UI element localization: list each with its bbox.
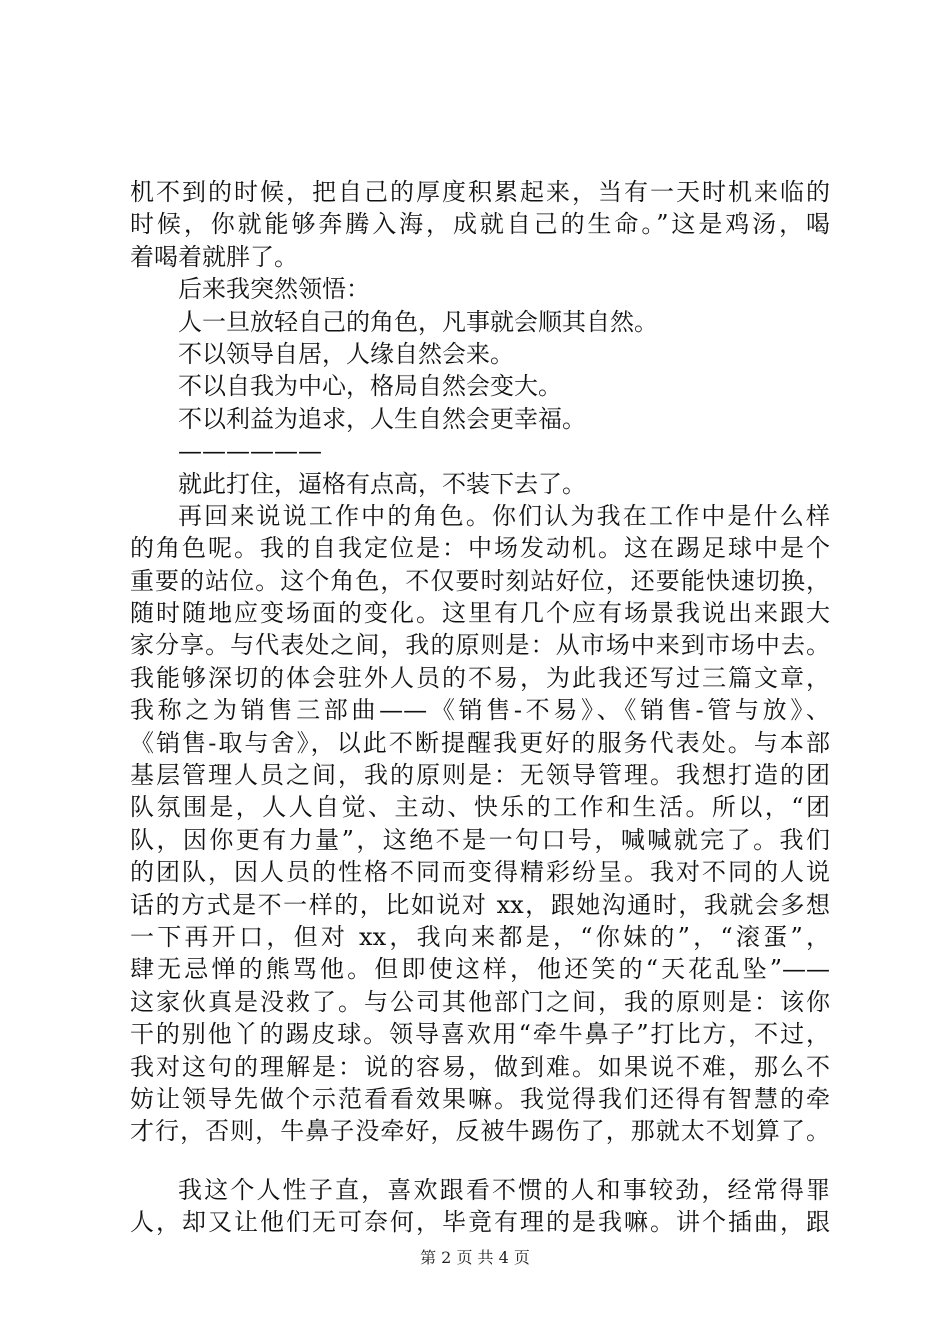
text-line: 话的方式是不一样的，比如说对 xx，跟她沟通时，我就会多想 — [130, 890, 830, 919]
text-line: 人，却又让他们无可奈何，毕竟有理的是我嘛。讲个插曲，跟 — [130, 1208, 830, 1237]
page-footer — [0, 1248, 950, 1268]
text-line: 《销售-取与舍》，以此不断提醒我更好的服务代表处。与本部 — [130, 728, 830, 757]
text-line: 队氛围是，人人自觉、主动、快乐的工作和生活。所以，“团 — [130, 793, 830, 822]
text-line: 着喝着就胖了。 — [130, 242, 298, 271]
text-line: 再回来说说工作中的角色。你们认为我在工作中是什么样 — [178, 501, 830, 530]
text-line: 随时随地应变场面的变化。这里有几个应有场景我说出来跟大 — [130, 599, 830, 628]
text-line: 我这个人性子直，喜欢跟看不惯的人和事较劲，经常得罪 — [178, 1175, 830, 1204]
text-line: 我能够深切的体会驻外人员的不易，为此我还写过三篇文章， — [130, 663, 830, 692]
text-line: 一下再开口，但对 xx，我向来都是，“你妹的”，“滚蛋”， — [130, 922, 830, 951]
text-line: 人一旦放轻自己的角色，凡事就会顺其自然。 — [178, 307, 658, 336]
text-line: 我称之为销售三部曲——《销售-不易》、《销售-管与放》、 — [130, 696, 830, 725]
text-line: 不以自我为中心，格局自然会变大。 — [178, 372, 562, 401]
page-number-label: 第 2 页 共 4 页 — [420, 1248, 530, 1267]
text-line: 干的别他丫的踢皮球。领导喜欢用“牵牛鼻子”打比方，不过， — [130, 1020, 830, 1049]
text-line: 家分享。与代表处之间，我的原则是：从市场中来到市场中去。 — [130, 631, 830, 660]
text-line: 我对这句的理解是：说的容易，做到难。如果说不难，那么不 — [130, 1052, 830, 1081]
text-line: 的角色呢。我的自我定位是：中场发动机。这在踢足球中是个 — [130, 534, 830, 563]
paragraph-gap — [130, 1148, 830, 1174]
text-line: 基层管理人员之间，我的原则是：无领导管理。我想打造的团 — [130, 761, 830, 790]
text-line: 这家伙真是没救了。与公司其他部门之间，我的原则是：该你 — [130, 987, 830, 1016]
text-line: 队，因你更有力量”，这绝不是一句口号，喊喊就完了。我们 — [130, 825, 830, 854]
separator-line: —————— — [178, 437, 322, 466]
text-line: 就此打住，逼格有点高，不装下去了。 — [178, 469, 586, 498]
text-line: 才行，否则，牛鼻子没牵好，反被牛踢伤了，那就太不划算了。 — [130, 1117, 830, 1146]
text-line: 的团队，因人员的性格不同而变得精彩纷呈。我对不同的人说 — [130, 858, 830, 887]
text-line: 重要的站位。这个角色，不仅要时刻站好位，还要能快速切换， — [130, 566, 830, 595]
text-line: 不以利益为追求，人生自然会更幸福。 — [178, 404, 586, 433]
text-line: 时候，你就能够奔腾入海，成就自己的生命。”这是鸡汤，喝 — [130, 210, 830, 239]
text-line: 妨让领导先做个示范看看效果嘛。我觉得我们还得有智慧的牵 — [130, 1084, 830, 1113]
text-line: 肆无忌惮的熊骂他。但即使这样，他还笑的“天花乱坠”—— — [130, 955, 830, 984]
text-line: 后来我突然领悟： — [178, 275, 370, 304]
text-line: 不以领导自居，人缘自然会来。 — [178, 339, 514, 368]
text-line: 机不到的时候，把自己的厚度积累起来，当有一天时机来临的 — [130, 178, 830, 206]
body-text — [130, 176, 830, 1239]
